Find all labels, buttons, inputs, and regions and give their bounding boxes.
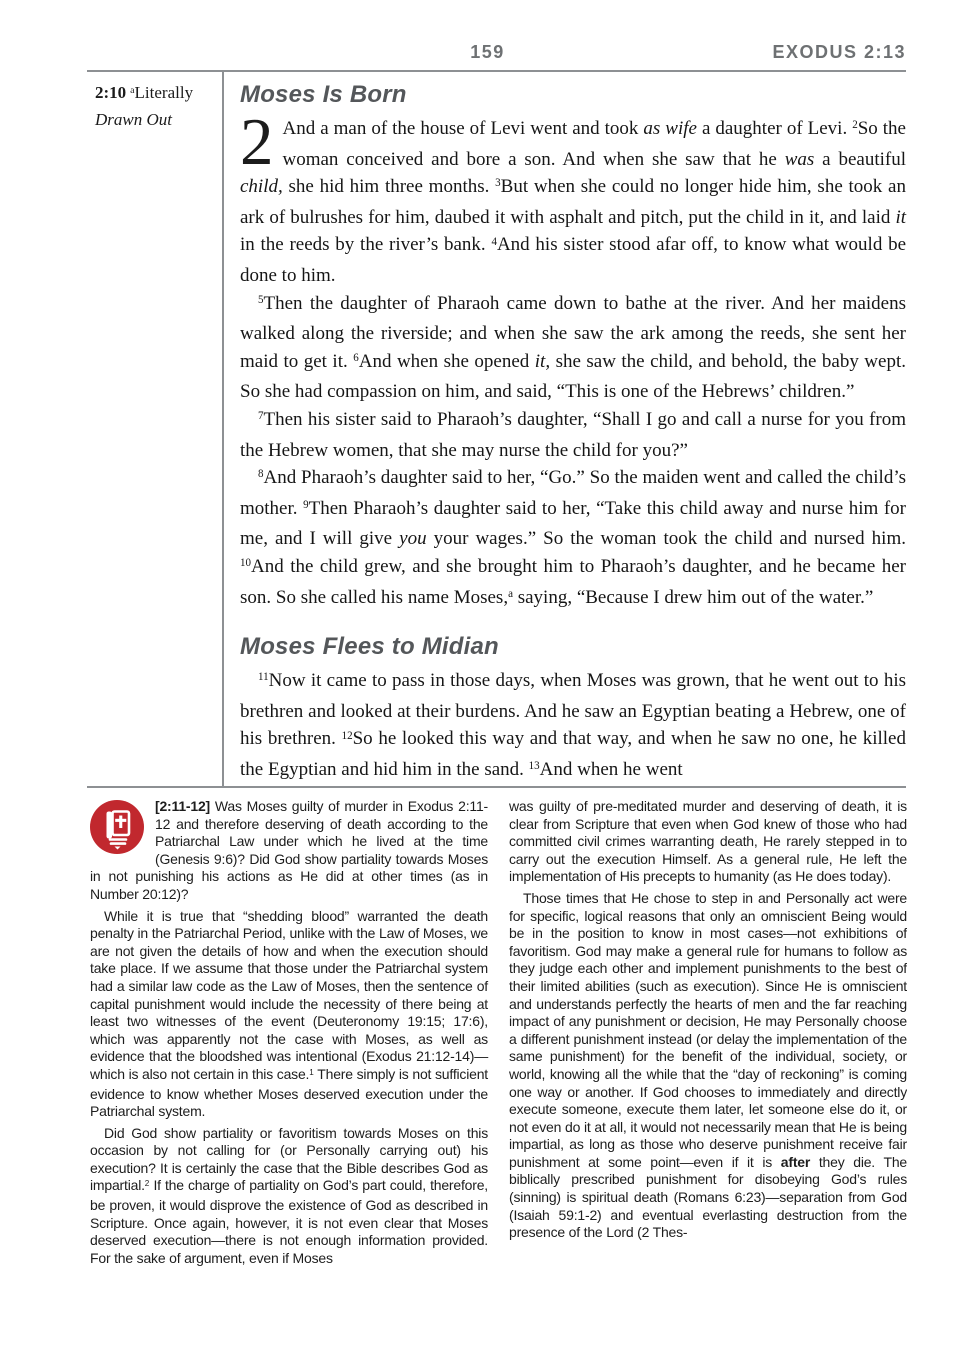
commentary-paragraph — [509, 890, 907, 1242]
commentary-divider-rule — [87, 786, 906, 788]
text-run: Those times that He chose to step in and Personally act were for specific, logical reasons that only an omniscient Being would be in the position to know in most cases—not exhibitions of favoritism. God may make a general rule for humans to follow as they judge each other and implement punishments to the best of their limited abilities (such as execution). Since He is omniscient and understands perfectly the hearts of men and the far reaching impact of any punishment or decision, He may Personally choose a different punishment instead (or delay the implementation of the same punishment) for the benefit of the individual, society, or world, knowing all the while that the “day of reckoning” is coming one way or another. If God chooses to immediately and directly execute someone, execute them later, let someone else do it, or not even do it at all, it would not necessarily mean that He is being impartial, as long as those who deserve punishment receive fair punishment at some point—even if it is — [509, 889, 907, 1170]
bible-book-icon — [90, 800, 144, 854]
text-run: Then Pharaoh’s daughter said to her, “Take this child away and nurse him for me, and I will give — [240, 497, 906, 550]
superscript-marker: 8 — [258, 468, 264, 481]
text-run: And a man of the house of Levi went and took — [282, 118, 644, 139]
scripture-paragraph — [240, 105, 907, 290]
superscript-marker: 9 — [303, 499, 309, 511]
commentary-column-right — [509, 798, 907, 1306]
text-run: in the reeds by the river’s bank. — [240, 234, 492, 256]
text-run: as wife — [643, 118, 697, 139]
superscript-marker: 2 — [852, 119, 858, 132]
margin-note — [95, 81, 223, 132]
commentary-paragraph — [90, 1125, 488, 1268]
running-head: EXODUS 2:13 — [772, 42, 906, 62]
text-run: they die. The biblically prescribed punishment for disobeying God’s rules (sinning) is spiritual death (Romans 6:23)—separation from God (Isaiah 59:1-2) and eventual everlasting destruction from the presence of the Lord (2 Thes- — [509, 1153, 907, 1241]
column-divider-rule — [222, 70, 224, 786]
margin-note-ref: 2:10 — [95, 83, 127, 102]
text-run: [2:11-12] — [155, 798, 211, 814]
text-run: While it is true that “shedding blood” warranted the death penalty in the Patriarchal Period, unlike with the Law of Moses, we are not given the details of how and when the execution should take place. If we assume that those under the Patriarchal system had a similar law code as the Law of Moses, then the sentence of capital punishment would include the necessity of there being at least two witnesses of the event (Deuteronomy 19:15; 17:6), which was apparently not the case with Moses, as well as evidence that the bloodshed was intentional (Exodus 21:12-14)—which is also not certain in this case. — [90, 907, 488, 1082]
text-run: So the woman conceived and bore a son. And when she saw that he — [282, 118, 906, 170]
text-run: And Pharaoh’s daughter said to her, “Go.” So the maiden went and called the child’s mother. — [240, 467, 906, 519]
scripture-paragraph — [240, 464, 906, 614]
text-run: it — [895, 206, 906, 228]
text-run: And his sister stood afar off, to know what would be done to him. — [240, 234, 907, 286]
header-rule — [87, 70, 906, 72]
text-run: a beautiful — [814, 148, 907, 170]
text-run: But when she could no longer hide him, she took an ark of bulrushes for him, daubed it with asphalt and pitch, put the child in it, and laid — [240, 176, 906, 228]
text-run: your wages.” So the woman took the child and nursed him. — [426, 528, 906, 550]
commentary-section — [90, 798, 907, 1306]
superscript-marker: 11 — [258, 671, 269, 684]
superscript-marker: a — [508, 587, 513, 600]
footnote-marker: a — [130, 84, 135, 96]
text-run: was — [784, 148, 815, 170]
commentary-paragraph — [509, 798, 907, 886]
text-run: Was Moses guilty of murder in Exodus 2:11-12 and therefore deserving of death according to the Patriarchal Law under which he lived at the time (Genesis 9:6)? Did God show partiality towards Moses in not punishing his actions as He did at other times (as in Number 20:12)? — [90, 798, 488, 902]
scripture-section-heading: Moses Is Born — [240, 81, 407, 108]
text-run: she hid him three months. — [282, 176, 496, 198]
text-run: you — [399, 528, 427, 550]
text-run: And the child grew, and she brought him to Pharaoh’s daughter, and he became her son. So she called his name Moses, — [240, 555, 906, 608]
text-run: she saw the child, and behold, the baby wept. So she had compassion on him, and said, “This is one of the Hebrews’ children.” — [240, 350, 906, 403]
superscript-marker: 5 — [258, 293, 264, 306]
text-run: Now it came to pass in those days, when Moses was grown, that he went out to his brethren and looked at their burdens. And he saw an Egyptian beating a Hebrew, one of his brethren. — [240, 670, 906, 750]
text-run: after — [780, 1153, 811, 1170]
margin-note-text: Drawn Out — [95, 110, 172, 129]
text-run: Did God show partiality or favoritism towards Moses on this occasion by not calling for (or Personally carrying out) his execution? It is certainly the case that the Bible describes God as impartial. — [90, 1124, 488, 1194]
scripture-paragraph — [240, 406, 906, 464]
scripture-column — [240, 82, 906, 786]
superscript-marker: 1 — [309, 1067, 314, 1077]
text-run: And when he went — [539, 758, 683, 780]
text-run: Then his sister said to Pharaoh’s daughter, “Shall I go and call a nurse for you from the Hebrew women, that she may nurse the child for you?” — [240, 408, 906, 461]
scripture-paragraph — [240, 667, 906, 786]
superscript-marker: 10 — [240, 557, 252, 570]
superscript-marker: 6 — [353, 352, 359, 365]
superscript-marker: 3 — [495, 177, 501, 190]
superscript-marker: 12 — [341, 729, 353, 742]
commentary-column-left — [90, 798, 488, 1306]
commentary-paragraph — [90, 798, 488, 904]
scripture-paragraph — [240, 290, 906, 406]
text-run: child, — [240, 176, 283, 198]
scripture-section-heading: Moses Flees to Midian — [240, 633, 499, 661]
text-run: was guilty of pre-meditated murder and deserving of death, it is clear from Scripture that even when God knew of those who had committed civil crimes warranting death, He rarely stepped in to carry out the execution Himself. As a general rule, He left the implementation of His precepts to humanity (as He does today). — [509, 798, 907, 885]
superscript-marker: 13 — [528, 760, 540, 773]
commentary-paragraph — [90, 908, 488, 1121]
text-run: it, — [534, 350, 551, 372]
text-run: Then the daughter of Pharaoh came down to bathe at the river. And her maidens walked along the riverside; and when she saw the ark among the reeds, she sent her maid to get it. — [240, 292, 906, 372]
chapter-number-dropcap: 2 — [240, 105, 274, 179]
superscript-marker: 7 — [258, 410, 264, 423]
superscript-marker: 2 — [144, 1179, 150, 1189]
text-run: saying, “Because I drew him out of the water.” — [512, 586, 874, 608]
text-run: If the charge of partiality on God’s part could, therefore, be proven, it would disprove the existence of God as described in Scripture. Once again, however, it is not even clear that Moses deserved execution—there is not enough information provided. For the sake of argument, even if Moses — [90, 1177, 488, 1266]
margin-note-label: Literally — [134, 83, 194, 102]
text-run: a daughter of Levi. — [696, 118, 853, 139]
text-run: There simply is not sufficient evidence to know whether Moses deserved execution under the Patriarchal system. — [90, 1065, 488, 1120]
page-number: 159 — [470, 42, 505, 62]
superscript-marker: 4 — [491, 235, 497, 248]
text-run: So he looked this way and that way, and when he saw no one, he killed the Egyptian and hid him in the sand. — [240, 728, 906, 780]
text-run: And when she opened — [358, 350, 535, 372]
